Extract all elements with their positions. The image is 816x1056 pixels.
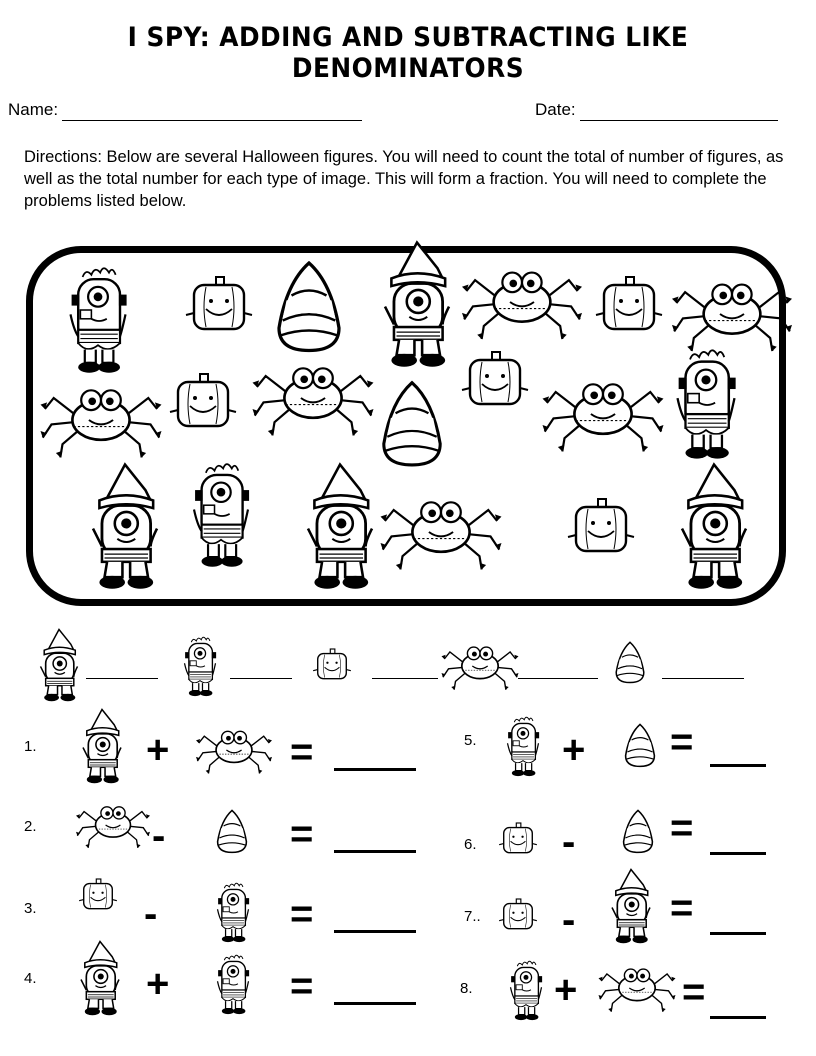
problem-3-frankenstein-icon — [218, 883, 250, 942]
spider-figure — [462, 273, 582, 340]
problem-4-witch-icon — [81, 942, 119, 1016]
problem-7-answer[interactable] — [710, 922, 766, 935]
problem-5-answer[interactable] — [710, 754, 766, 767]
spider-figure — [253, 368, 374, 435]
problem-2-equals: = — [290, 812, 314, 856]
problem-4-answer[interactable] — [334, 992, 416, 1005]
problem-4-operator: + — [146, 962, 170, 1006]
problem-1-witch-icon — [83, 710, 121, 784]
problem-3-number: 3. — [24, 900, 37, 917]
problem-2-operator: - — [152, 814, 166, 858]
frankenstein-figure — [194, 464, 249, 567]
date-label: Date: — [535, 100, 576, 119]
problem-5-operator: + — [562, 728, 586, 772]
pumpkin-figure — [186, 277, 252, 329]
problem-8-frankenstein-icon — [511, 961, 543, 1020]
problem-7-equals: = — [670, 886, 694, 930]
witch-monster-figure — [93, 465, 157, 589]
problem-1-operator: + — [146, 728, 170, 772]
problem-8-equals: = — [682, 970, 706, 1014]
key-spider-count-line[interactable] — [518, 668, 598, 679]
problem-1-spider-icon — [196, 731, 272, 773]
directions-text: Directions: Below are several Halloween figures. You will need to count the total of number of figures, as well as the total number for each type of image. This will form a fraction. You will need to complete the problems listed below. — [24, 148, 784, 210]
key-frankenstein-icon — [185, 637, 217, 696]
problem-5-equals: = — [670, 720, 694, 764]
problem-4-number: 4. — [24, 970, 37, 987]
problem-4-frankenstein-icon — [218, 955, 250, 1014]
pumpkin-figure — [596, 277, 662, 329]
problem-4-equals: = — [290, 964, 314, 1008]
problem-1-number: 1. — [24, 738, 37, 755]
key-candy-corn-icon — [616, 642, 644, 682]
spider-figure — [381, 502, 502, 569]
problem-3-operator: - — [144, 892, 158, 936]
pumpkin-figure — [568, 499, 634, 551]
pumpkin-figure — [462, 352, 528, 404]
problem-6-candy-corn-icon — [624, 810, 653, 852]
frankenstein-figure — [678, 350, 736, 458]
key-pumpkin-icon — [313, 649, 351, 679]
page-title: I SPY: ADDING AND SUBTRACTING LIKE DENOMINATORS — [127, 22, 689, 84]
problem-2-candy-corn-icon — [218, 810, 247, 852]
witch-monster-figure — [308, 465, 372, 589]
problem-2-spider-icon — [76, 807, 150, 848]
problem-8-number: 8. — [460, 980, 473, 997]
problem-8-spider-icon — [599, 969, 676, 1012]
key-frankenstein-count-line[interactable] — [230, 668, 292, 679]
problem-1-answer[interactable] — [334, 758, 416, 771]
key-witch-monster-icon — [41, 629, 78, 701]
problem-3-pumpkin-icon — [79, 879, 117, 909]
problem-3-answer[interactable] — [334, 920, 416, 933]
problem-8-answer[interactable] — [710, 1006, 766, 1019]
frankenstein-figure — [71, 268, 127, 373]
key-witch-count-line[interactable] — [86, 668, 158, 679]
problem-7-operator: - — [562, 898, 576, 942]
problem-7-witch-icon — [612, 870, 650, 944]
name-label: Name: — [8, 100, 59, 119]
spider-figure — [543, 384, 664, 451]
problem-2-answer[interactable] — [334, 840, 416, 853]
problem-1-equals: = — [290, 730, 314, 774]
problem-6-pumpkin-icon — [499, 823, 537, 853]
problem-5-candy-corn-icon — [626, 724, 655, 766]
problem-7-number: 7.. — [464, 908, 481, 925]
problem-8-operator: + — [554, 968, 578, 1012]
problem-2-number: 2. — [24, 818, 37, 835]
problem-3-equals: = — [290, 892, 314, 936]
key-spider-icon — [442, 647, 519, 690]
candy-corn-figure — [279, 263, 339, 351]
witch-monster-figure — [385, 243, 449, 367]
problem-5-number: 5. — [464, 732, 477, 749]
witch-monster-figure — [682, 465, 746, 589]
problem-7-pumpkin-icon — [499, 899, 537, 929]
problem-6-equals: = — [670, 806, 694, 850]
spider-figure — [672, 285, 792, 352]
problem-5-frankenstein-icon — [508, 717, 540, 776]
key-candy-corn-count-line[interactable] — [662, 668, 744, 679]
candy-corn-figure — [384, 383, 440, 465]
problem-6-answer[interactable] — [710, 842, 766, 855]
problem-6-operator: - — [562, 820, 576, 864]
spider-figure — [41, 390, 162, 457]
key-pumpkin-count-line[interactable] — [372, 668, 438, 679]
pumpkin-figure — [170, 374, 236, 426]
problem-6-number: 6. — [464, 836, 477, 853]
